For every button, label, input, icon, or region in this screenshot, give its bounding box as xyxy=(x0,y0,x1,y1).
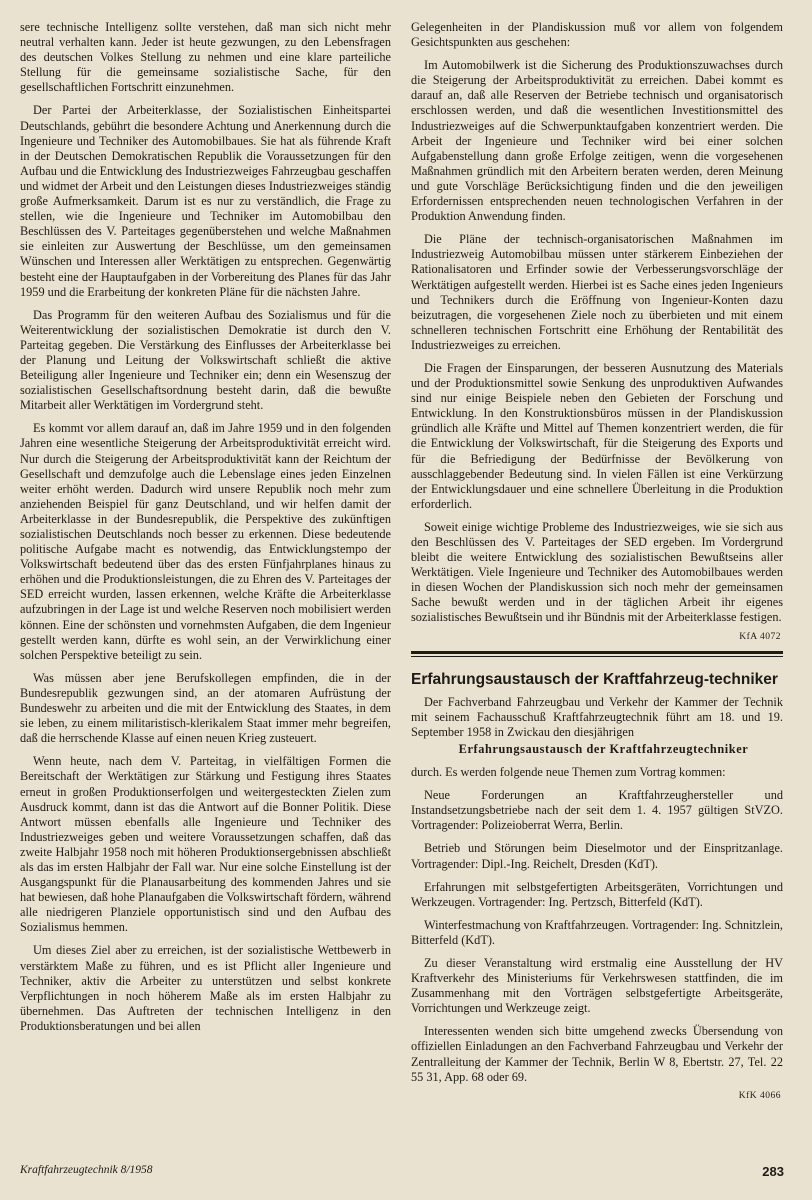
topic-item: Neue Forderungen an Kraftfahrzeughersteller und Instandsetzungsbetriebe nach der seit dem 1. 4. 1957 gültigen StVZO. Vortragender: Polizeioberrat Werra, Berlin. xyxy=(411,788,783,833)
section-rule-thin xyxy=(411,656,783,657)
topic-item: Winterfestmachung von Kraftfahrzeugen. Vortragender: Ing. Schnitzlein, Bitterfeld (KdT). xyxy=(411,917,783,947)
paragraph: Es kommt vor allem darauf an, daß im Jahre 1959 und in den folgenden Jahren eine wesentliche Steigerung der Arbeitsproduktivität erreicht wird. Nur durch die Steigerung der Arbeitsproduktivität kann der Reichtum der Gesellschaft und demzufolge auch die Lebenslage eines jeden Einzelnen weiter erhöht werden. Dadurch wird unsere Republik noch mehr zum anziehenden Beispiel für ganz Deutschland, und wir helfen damit der Arbeiterklasse in der Bundesrepublik, die Perspektive des zukünftigen sozialistischen Deutschlands noch besser zu erkennen. Diese bedeutende politische Aufgabe macht es notwendig, das Entwicklungstempo der Volkswirtschaft bedeutend über das des ersten Fünfjahrplanes hinaus zu erhöhen und die Produktionsleistungen, die zu Ehren des V. Parteitages der SED erreicht wurden, lassen erkennen, welche Kräfte die Arbeiterklasse aufzubringen in der Lage ist und welche Reserven noch mobilisiert werden können. Eine der schönsten und vornehmsten Aufgaben, die dem Ingenieur gestellt werden kann, dürfte es wohl sein, an der Verwirklichung einer solchen Perspektive beteiligt zu sein. xyxy=(20,421,391,662)
page-number: 283 xyxy=(762,1164,784,1179)
article-intro: Der Fachverband Fahrzeugbau und Verkehr der Kammer der Technik mit seinem Fachausschuß Kraftfahrzeugtechnik führt am 18. und 19. September 1958 in Zwickau den diesjährigen xyxy=(411,694,783,739)
paragraph: Um dieses Ziel aber zu erreichen, ist der sozialistische Wettbewerb in verstärktem Maße zu führen, und es ist Pflicht aller Ingenieure und Techniker, aktiv die Arbeiter zu unterstützen und selbst konkrete Verpflichtungen in noch höherem Maße als im ersten Halbjahr zu übernehmen. Das Auftreten der technischen Intelligenz in den Produktionsberatungen und bei allen xyxy=(20,943,391,1033)
article-code: KfK 4066 xyxy=(738,1090,781,1101)
paragraph: Die Pläne der technisch-organisatorischen Maßnahmen im Industriezweig Automobilbau müssen unter stärkerem Einbeziehen der Rationalisatoren und Erfinder sowie der Verbesserungsvorschläge der Werktätigen aufgestellt werden. Hierbei ist es Sache eines jeden Ingenieurs und Technikers durch die Eröffnung von Ingenieur-Konten dazu beizutragen, die vorgesehenen Ziele noch zu überbieten und mit einem schnelleren technischen Fortschritt eine Erhöhung der Rentabilität des Industriezweiges zu erreichen. xyxy=(411,232,783,352)
paragraph: Was müssen aber jene Berufskollegen empfinden, die in der Bundesrepublik gezwungen sind, an der atomaren Aufrüstung der Bundeswehr zu arbeiten und die mit der Entwicklung des Staates, in dem sie leben, zu einem militaristisch-klerikalem Staat immer mehr begreifen, daß die herrschende Klasse auf einen neuen Krieg zusteuert. xyxy=(20,670,391,746)
journal-footer: Kraftfahrzeugtechnik 8/1958 xyxy=(20,1164,153,1176)
paragraph: Soweit einige wichtige Probleme des Industriezweiges, wie sie sich aus den Beschlüssen des V. Parteitages der SED ergeben. Im Vordergrund bleibt die weitere Entwicklung des sozialistischen Bewußtseins aller Werktätigen. Viele Ingenieure und Techniker des Automobilbaues werden in diesen Wochen der Plandiskussion sich noch mehr der gemeinsamen Sache bewußt werden und in der täglichen Arbeit ihr eigenes sozialistisches Bewußtsein und ihr Bündnis mit der Arbeiterklasse festigen. xyxy=(411,519,783,625)
exhibition-note: Zu dieser Veranstaltung wird erstmalig eine Ausstellung der HV Kraftverkehr des Ministeriums für Verkehrswesen stattfinden, die im Zusammenhang mit den Vorträgen selbstgefertigte Arbeitsgeräte, Vorrichtungen und Werkzeuge zeigt. xyxy=(411,955,783,1016)
article-headline: Erfahrungsaustausch der Kraftfahrzeug-techniker xyxy=(411,670,778,688)
paragraph: Wenn heute, nach dem V. Parteitag, in vielfältigen Formen die Bereitschaft der Werktätigen zur Stärkung und Festigung ihres Staates erneut in großen Produktionserfolgen und weitergesteckten Zielen zum Ausdruck kommt, dann ist das die Antwort auf die Bonner Politik. Diese Antwort müssen ebenfalls alle Ingenieure und Techniker des Industriezweiges geben und weitere Voraussetzungen schaffen, daß das zweite Halbjahr 1958 noch mit höheren Produktionsergebnissen abschließt als das im ersten Halbjahr der Fall war. Nur eine solche Einstellung ist der Ausgangspunkt für die Planausarbeitung des kommenden Jahres und sie hat bewiesen, daß hohe Planaufgaben die Volkswirtschaft fördern, während alle niedrigeren Planziele opportunistisch sind und den Aufbau des Sozialismus hemmen. xyxy=(20,754,391,935)
topic-item: Erfahrungen mit selbstgefertigten Arbeitsgeräten, Vorrichtungen und Werkzeugen. Vortragender: Ing. Pertzsch, Bitterfeld (KdT). xyxy=(411,879,783,909)
left-column xyxy=(20,20,391,1042)
paragraph: sere technische Intelligenz sollte verstehen, daß man sich nicht mehr neutral verhalten kann. Jeder ist heute gezwungen, zu den Lebensfragen des deutschen Volkes Stellung zu nehmen und eine klare parteiliche Stellung für die gemeinsame sozialistische Sache, für den gesellschaftlichen Fortschritt einzunehmen. xyxy=(20,20,391,95)
paragraph: Gelegenheiten in der Plandiskussion muß vor allem von folgendem Gesichtspunkten aus geschehen: xyxy=(411,20,783,50)
contact-note: Interessenten wenden sich bitte umgehend zwecks Übersendung von offiziellen Einladungen an den Fachverband Fahrzeugbau und Verkehr der Zentralleitung der Kammer der Technik, Berlin W 8, Ebertstr. 27, Tel. 22 55 31, App. 68 oder 69. xyxy=(411,1024,783,1084)
article-intro-cont: durch. Es werden folgende neue Themen zum Vortrag kommen: xyxy=(411,765,726,780)
section-rule xyxy=(411,651,783,654)
event-title: Erfahrungsaustausch der Kraftfahrzeugtechniker xyxy=(458,741,749,756)
article-code: KfA 4072 xyxy=(739,631,781,642)
paragraph: Die Fragen der Einsparungen, der besseren Ausnutzung des Materials und der Produktionsmittel sowie Senkung des unproduktiven Aufwandes sind nur einige Beispiele neben den Gebieten der Forschung und Entwicklung. In den Konstruktionsbüros müssen in der Plandiskussion gründlich alle Kräfte und Mittel auf Themen konzentriert werden, die für die Entwicklung der Volkswirtschaft, für die Steigerung des Exports und für die Befriedigung der Bedürfnisse der Bevölkerung von ausschlaggebender Bedeutung sind. In vielen Fällen ist eine Verkürzung der Entwicklungsdauer und eine schnellere Überleitung in die Produktion erforderlich. xyxy=(411,360,783,511)
topic-item: Betrieb und Störungen beim Dieselmotor und der Einspritzanlage. Vortragender: Dipl.-Ing. Reichelt, Dresden (KdT). xyxy=(411,841,783,871)
paragraph: Der Partei der Arbeiterklasse, der Sozialistischen Einheitspartei Deutschlands, gebührt die besondere Achtung und Anerkennung durch die Ingenieure und Techniker des Automobilbaues. Sie hat als führende Kraft in der Deutschen Demokratischen Republik die Voraussetzungen für den Aufbau und die Entwicklung des Industriezweiges Fahrzeugbau geschaffen und widmet der Arbeit und den Leistungen dieses Industriezweiges ständig große Aufmerksamkeit. Darum ist es nur zu verständlich, die Frage zu stellen, wie die Ingenieure und Techniker im Automobilbau den Beschlüssen des V. Parteitages gegenüberstehen und welche Maßnahmen sie einleiten zur Auswertung der Beschlüsse, um den gemeinsamen Wünschen und Interessen aller Werktätigen zu entsprechen. Gegenwärtig besteht eine der Hauptaufgaben in der Vorbereitung des Planes für das Jahr 1959 und die Erarbeitung der konkreten Pläne für die nächsten Jahre. xyxy=(20,103,391,299)
right-column xyxy=(411,20,783,1108)
paragraph: Das Programm für den weiteren Aufbau des Sozialismus und für die Weiterentwicklung der sozialistischen Demokratie ist durch den V. Parteitag gegeben. Die Verstärkung des Einflusses der Arbeiterklasse bei der Planung und Leitung der Volkswirtschaft schließt die aktive Beteiligung aller Ingenieure und Techniker ein; denn ein Wesenszug der sozialistischen Gesellschaftsordnung besteht darin, daß die bewußte Mitarbeit aller Werktätigen im Vordergrund steht. xyxy=(20,307,391,413)
paragraph: Im Automobilwerk ist die Sicherung des Produktionszuwachses durch die Steigerung der Arbeitsproduktivität zu erreichen. Dabei kommt es darauf an, daß alle Reserven der Betriebe technisch und organisatorisch erschlossen werden, und daß die wesentlichen Investitionsmittel des Industriezweiges auf die Schwerpunktaufgaben konzentriert werden. Die Arbeit der Ingenieure und Techniker wird bei einer solchen Aufgabenstellung dann große Erfolge zeitigen, wenn die vorgesehenen Maßnahmen gründlich mit den Arbeitern beraten werden, deren Meinung und gute Vorschläge Berücksichtigung finden und die den jeweiligen Erfordernissen entsprechenden neuen technologischen Verfahren in der Produktion Anwendung finden. xyxy=(411,58,783,224)
